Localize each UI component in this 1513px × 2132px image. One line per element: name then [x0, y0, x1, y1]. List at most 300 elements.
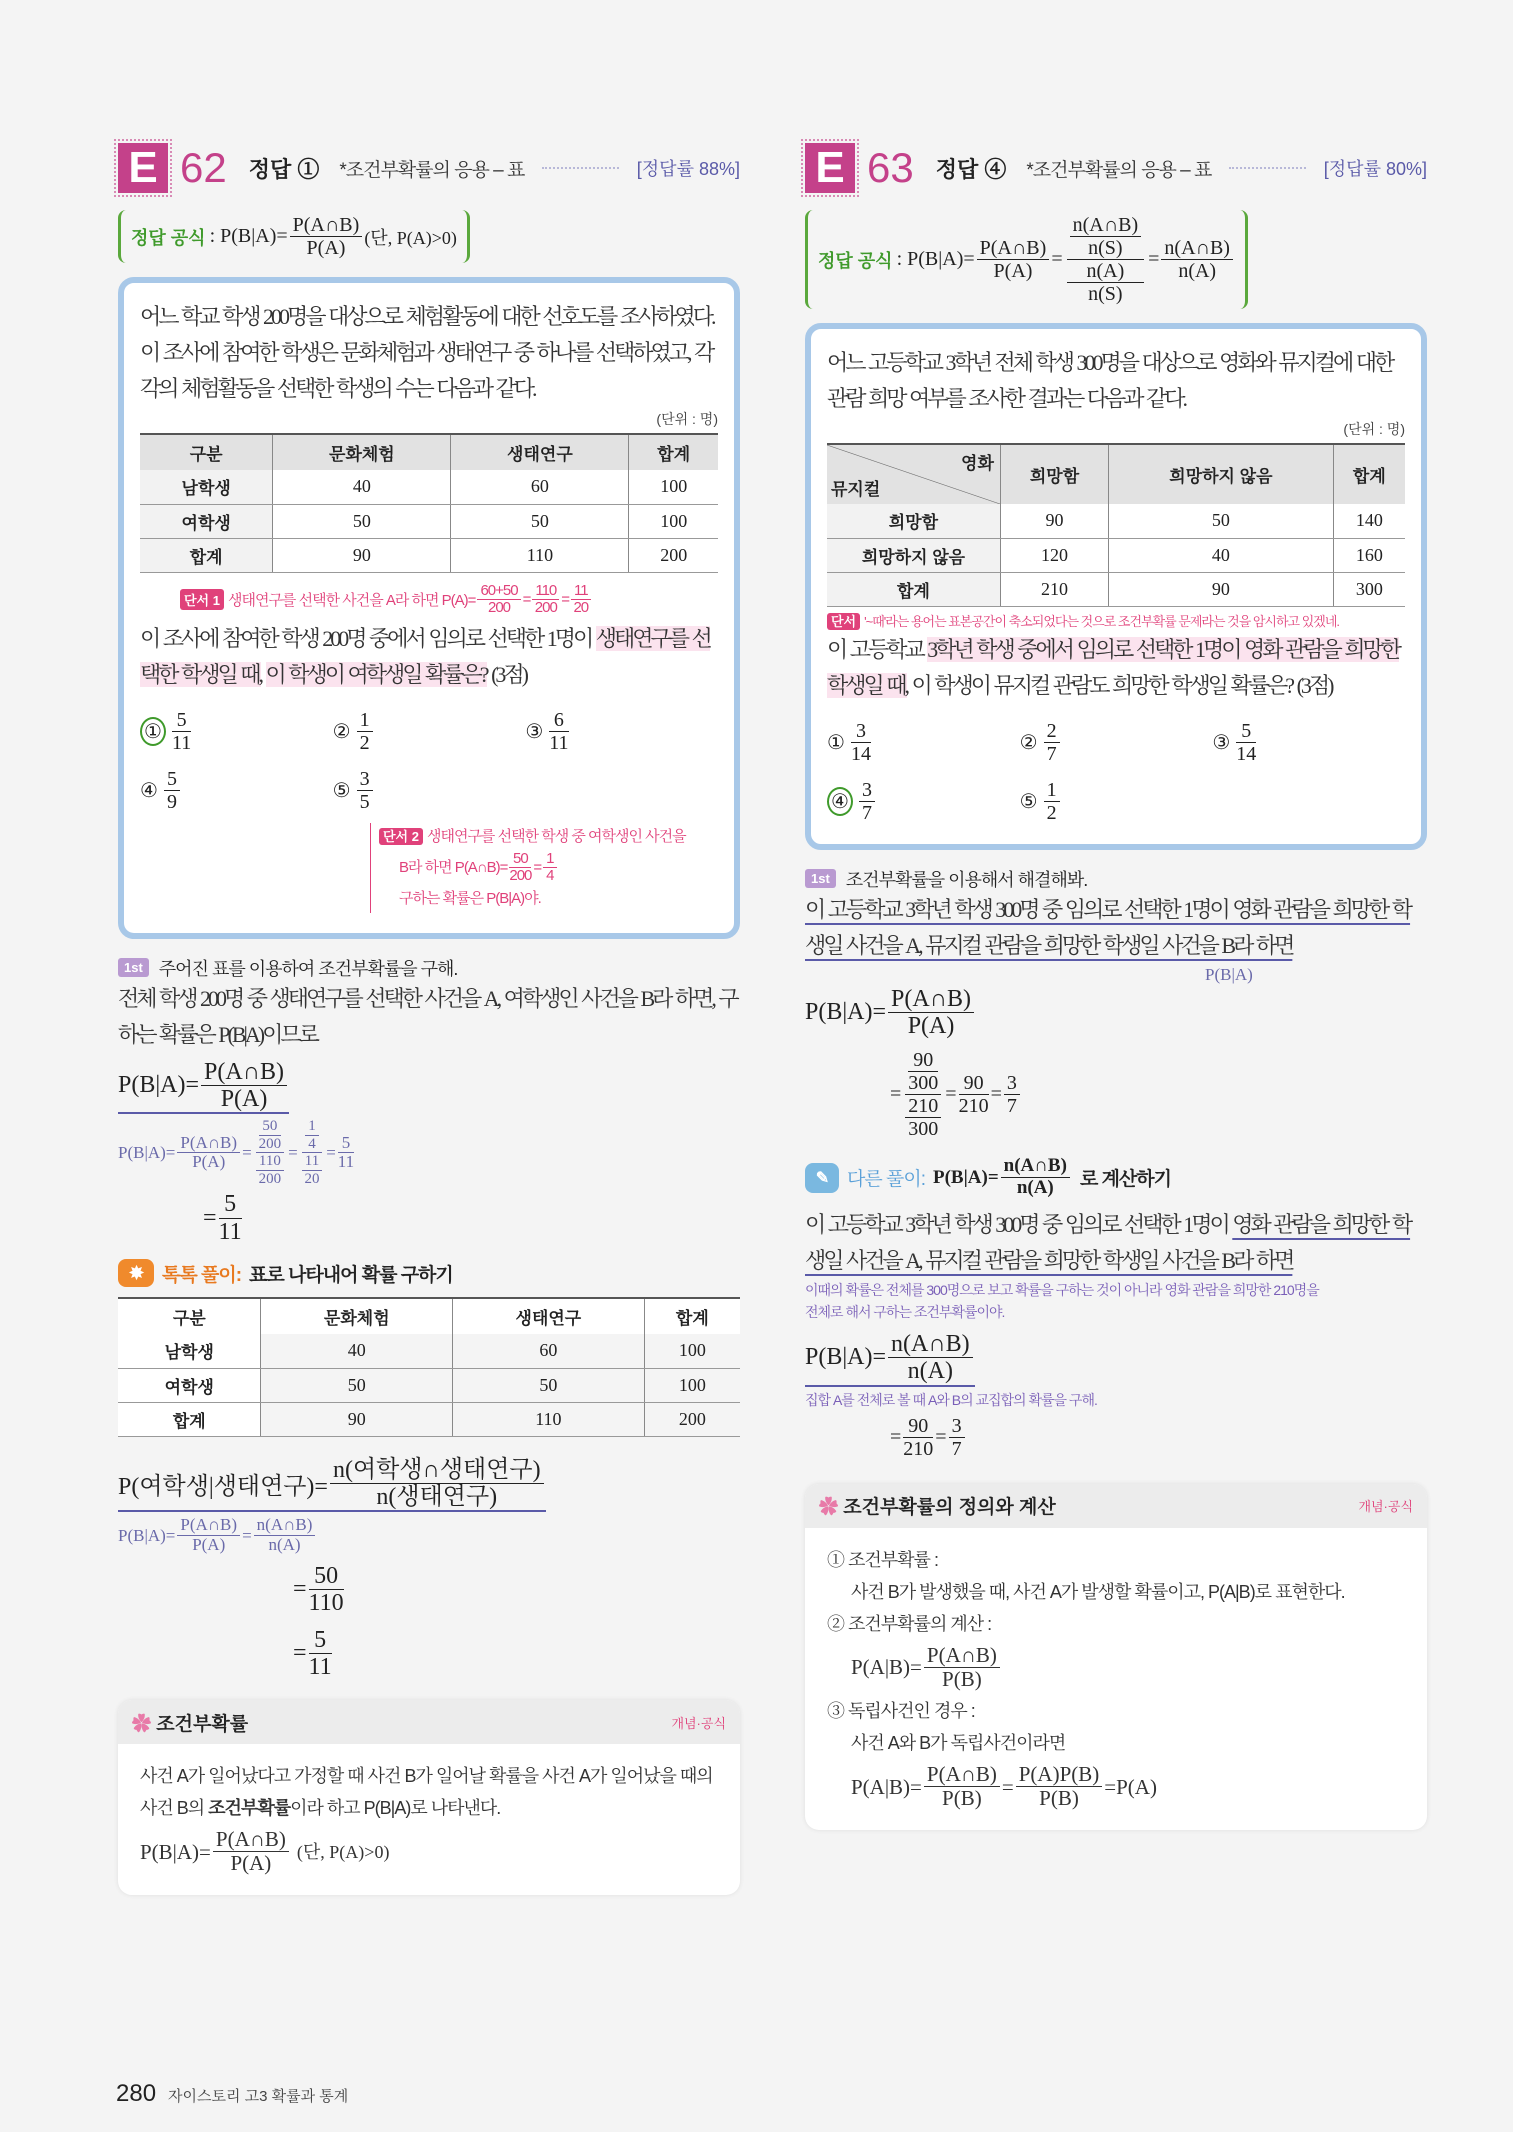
- choice-mark: ②: [332, 720, 351, 743]
- numerator: 6: [549, 709, 568, 732]
- toktok-note: P(B|A)= $\frac{P(A\cap B)}{P(A)}$ = $\frac{n(A\cap B)}{n(A)}$: [118, 1516, 740, 1554]
- table-cell: 50: [451, 504, 629, 538]
- denominator: 200: [487, 599, 511, 616]
- table-cell: 90: [273, 538, 451, 572]
- formula-lhs: P(B|A)=: [805, 1344, 887, 1371]
- solution-formula: [118, 1059, 289, 1115]
- numerator: n(A∩B): [1161, 237, 1233, 260]
- choice-mark: ⑤: [1019, 790, 1038, 813]
- table-header: 문화체험: [273, 434, 451, 470]
- denominator: 210: [903, 1437, 934, 1460]
- concept-text: 이라 하고 P(B|A)로 나타낸다.: [290, 1798, 501, 1819]
- toktok-step-1: = $\frac{50}{110}$: [293, 1562, 344, 1617]
- numerator: 5: [164, 768, 180, 791]
- choice-3[interactable]: [525, 709, 718, 754]
- denominator: 300: [908, 1118, 939, 1141]
- correct-rate: [정답률 88%]: [636, 159, 740, 179]
- table-cell: 50: [261, 1368, 453, 1402]
- concept-title: 조건부확률: [156, 1713, 249, 1735]
- concept-box: [805, 1484, 1427, 1830]
- table-header: 구분: [118, 1298, 261, 1334]
- hint-tag: 단서: [827, 613, 860, 630]
- numerator: P(A∩B): [290, 214, 363, 237]
- choice-mark: ①: [827, 731, 845, 754]
- formula-lhs: P(B|A)=: [118, 1525, 176, 1545]
- numerator: 2: [1044, 720, 1060, 743]
- denominator: P(A): [993, 260, 1033, 282]
- unit-badge: E: [805, 143, 855, 193]
- table-cell: 40: [273, 470, 451, 504]
- question-text: [140, 621, 718, 693]
- table-row: [118, 1368, 740, 1402]
- solution-result: [118, 1191, 740, 1245]
- table-cell: 합계: [140, 538, 273, 572]
- table-header: 합계: [644, 1298, 740, 1334]
- formula-lhs: P(B|A)=: [118, 1071, 200, 1098]
- toktok-label: 톡톡 풀이:: [162, 1264, 242, 1286]
- answer-formula: 정답 공식 : P(B|A)= $\frac{P(A\cap B)}{P(A)}$ = $\frac{\frac{n(A\cap B)}{n(S)}}{\frac{n(A)}{n(S)}}$ = $\frac{n(A\cap B)}{n(A)}$: [805, 210, 1248, 309]
- table-cell: 여학생: [140, 504, 273, 538]
- solution-step: [805, 866, 1427, 892]
- choice-mark: ③: [1212, 731, 1231, 754]
- table-cell: 90: [1000, 504, 1108, 538]
- formula-condition: (단, P(A)>0): [364, 227, 457, 248]
- alt-text-underlined: 영화 관람을 희망한 학생일 사건을 A, 뮤지컬 관람을 희망한 학생일 사건을 B라 하면: [805, 1212, 1411, 1274]
- alt-formula: [805, 1331, 975, 1387]
- concept-box: [118, 1700, 740, 1895]
- table-cell: 합계: [827, 572, 1000, 606]
- table-cell: 40: [261, 1334, 453, 1368]
- denominator: n(A): [1016, 1177, 1054, 1199]
- concept-text: 사건 A가 일어났다고 가정할 때 사건 B가 일어날 확률을 사건 A가 일어났을 때의 사건 B의: [140, 1766, 713, 1819]
- choice-2[interactable]: [1020, 720, 1213, 765]
- denominator: 200: [258, 1170, 282, 1187]
- choice-mark: ②: [1019, 731, 1038, 754]
- table-cell: 100: [629, 470, 718, 504]
- numerator: 5: [309, 1627, 332, 1654]
- denominator: P(B): [942, 1786, 982, 1811]
- formula-lhs: P(A|B)=: [851, 1655, 922, 1680]
- flower-icon: ✿: [132, 1713, 152, 1735]
- numerator: 1: [543, 851, 556, 869]
- denominator: n(A): [907, 1358, 953, 1385]
- table-cell: 100: [629, 504, 718, 538]
- numerator: P(A∩B): [924, 1763, 1000, 1787]
- question-highlight: 3학년 학생 중에서 임의로 선택한 1명이 영화 관람을 희망한 학생일 때,: [827, 636, 1400, 698]
- formula-lhs: : P(B|A)=: [209, 225, 288, 247]
- table-cell: 60: [451, 470, 629, 504]
- numerator: 110: [532, 583, 559, 601]
- table-cell: 120: [1000, 538, 1108, 572]
- table-cell: 300: [1333, 572, 1405, 606]
- formula-condition: (단, P(A)>0): [296, 1841, 390, 1862]
- page-footer: [116, 2080, 348, 2108]
- solution-text: 이 고등학교 3학년 학생 300명 중 임의로 선택한 1명이 영화 관람을 희망한 학생일 사건을 A, 뮤지컬 관람을 희망한 학생일 사건을 B라 하면: [805, 896, 1411, 958]
- leader-dots: [1229, 167, 1305, 169]
- numerator: P(A)P(B): [1016, 1763, 1103, 1787]
- denominator: P(A): [907, 1012, 955, 1039]
- denominator: P(A): [220, 1085, 268, 1112]
- denominator: P(A): [192, 1535, 226, 1555]
- hint-text: '~때'라는 용어는 표본공간이 축소되었다는 것으로 조건부확률 문제라는 것을 암시하고 있겠네.: [864, 613, 1340, 629]
- numerator: n(A∩B): [1070, 214, 1142, 237]
- problem-box: [118, 277, 740, 939]
- numerator: 1: [305, 1118, 319, 1136]
- solution-calculation: = $\frac{\frac{90}{300}}{\frac{210}{300}}$ = $\frac{90}{210}$ = $\frac{3}{7}$: [805, 1049, 1427, 1140]
- question-plain: 이 조사에 참여한 학생 200명 중에서 임의로 선택한 1명이: [140, 625, 596, 651]
- unit-badge: E: [118, 143, 168, 193]
- question-text: [827, 632, 1405, 704]
- table-cell: 160: [1333, 538, 1405, 572]
- numerator: 11: [302, 1153, 322, 1171]
- sparkle-icon: ✸: [118, 1259, 154, 1287]
- data-table: [140, 433, 718, 573]
- formula-lhs: P(B|A)=: [118, 1142, 176, 1162]
- problem-text: 어느 고등학교 3학년 전체 학생 300명을 대상으로 영화와 뮤지컬에 대한 관람 희망 여부를 조사한 결과는 다음과 같다.: [827, 350, 1393, 411]
- table-header: 생태연구: [453, 1298, 645, 1334]
- denominator: 11: [337, 1152, 355, 1172]
- answer-choices: [827, 720, 1405, 824]
- numerator: 90: [959, 1072, 989, 1095]
- table-cell: 남학생: [140, 470, 273, 504]
- formula-lhs: P(A|B)=: [851, 1774, 922, 1799]
- denominator: 2: [1046, 801, 1057, 824]
- table-cell: 여학생: [118, 1368, 261, 1402]
- question-62: [118, 140, 740, 1895]
- numerator: 90: [903, 1415, 933, 1438]
- question-63: [805, 140, 1427, 1830]
- numerator: P(A∩B): [977, 237, 1050, 260]
- question-plain: 이 학생이 뮤지컬 관람도 희망한 학생일 확률은? (3점): [907, 672, 1332, 698]
- numerator: 210: [905, 1095, 941, 1118]
- formula-label: 정답 공식: [818, 250, 893, 271]
- numerator: n(A∩B): [888, 1331, 973, 1358]
- denominator: 7: [1046, 742, 1057, 765]
- table-header: 합계: [1333, 444, 1405, 504]
- denominator: 4: [308, 1135, 316, 1152]
- table-cell: 합계: [118, 1402, 261, 1436]
- table-cell: 90: [1109, 572, 1334, 606]
- numerator: 3: [851, 720, 871, 743]
- question-header: [805, 140, 1427, 196]
- denominator: 9: [166, 790, 177, 813]
- numerator: P(A∩B): [888, 986, 974, 1013]
- numerator: n(A): [1067, 260, 1145, 283]
- numerator: n(A∩B): [254, 1516, 316, 1536]
- solution-step: [118, 955, 740, 981]
- solution-note: P(B|A): [1205, 964, 1253, 984]
- table-header: 문화체험: [261, 1298, 453, 1334]
- choice-2[interactable]: [333, 709, 526, 754]
- table-cell: 140: [1333, 504, 1405, 538]
- concept-item-title: ② 조건부확률의 계산 :: [827, 1613, 992, 1634]
- denominator: 11: [218, 1218, 242, 1245]
- table-cell: 50: [1109, 504, 1334, 538]
- table-header-row: [827, 444, 1405, 504]
- table-cell: 200: [644, 1402, 740, 1436]
- table-cell: 50: [273, 504, 451, 538]
- choice-1[interactable]: [827, 720, 1020, 765]
- question-number: 63: [867, 144, 914, 191]
- denominator: 210: [958, 1095, 989, 1118]
- table-header: 생태연구: [451, 434, 629, 470]
- hint-tag: 단서 2: [379, 828, 423, 845]
- numerator: P(A∩B): [924, 1644, 1000, 1668]
- hint-text: 생태연구를 선택한 사건을 A라 하면 P(A)=: [227, 592, 476, 609]
- question-header: [118, 140, 740, 196]
- corner-header: [827, 444, 1000, 504]
- denominator: 300: [908, 1072, 939, 1095]
- fraction: [290, 214, 363, 259]
- concept-kind: 개념·공식: [1358, 1499, 1413, 1515]
- numerator: 3: [1004, 1072, 1020, 1095]
- formula-label: 정답 공식: [131, 227, 206, 248]
- concept-item-title: ③ 독립사건인 경우 :: [827, 1701, 975, 1722]
- table-cell: 200: [629, 538, 718, 572]
- numerator: 3: [949, 1415, 965, 1438]
- table-header: 희망함: [1000, 444, 1108, 504]
- formula-lhs: P(B|A)=: [805, 998, 887, 1025]
- choice-5[interactable]: [333, 768, 526, 813]
- numerator: 5: [219, 1191, 242, 1218]
- numerator: P(A∩B): [213, 1828, 289, 1852]
- question-highlight: 이 학생이 여학생일 확률은?: [265, 661, 487, 687]
- answer-formula: [118, 210, 470, 263]
- table-row: [827, 504, 1405, 538]
- denominator: 7: [951, 1437, 962, 1460]
- numerator: 50: [259, 1118, 282, 1136]
- concept-formula: [140, 1828, 718, 1875]
- hint-1: 단서 1 생태연구를 선택한 사건을 A라 하면 P(A)= $\frac{60+50}{200}$ = $\frac{110}{200}$ = $\frac{11}{20}$: [180, 583, 718, 617]
- concept-item-text: 사건 A와 B가 독립사건이라면: [851, 1733, 1066, 1754]
- denominator: P(A): [230, 1851, 272, 1876]
- toktok-step-2: = $\frac{5}{11}$: [293, 1626, 332, 1680]
- denominator: n(S): [1088, 237, 1123, 259]
- alt-solution-icon: ✎: [805, 1163, 839, 1193]
- problem-text: 어느 학교 학생 200명을 대상으로 체험활동에 대한 선호도를 조사하였다. 이 조사에 참여한 학생은 문화체험과 생태연구 중 하나를 선택하였고, 각각의 체험활동을 선택한 학생의 수는 다음과 같다.: [140, 304, 714, 401]
- alt-text-plain: 이 고등학교 3학년 학생 300명 중 임의로 선택한 1명이: [805, 1212, 1233, 1238]
- formula-lhs: P(여학생|생태연구)=: [118, 1473, 328, 1500]
- denominator: 11: [308, 1653, 332, 1680]
- solution-calculation-note: P(B|A)= $\frac{P(A\cap B)}{P(A)}$ = $\frac{\frac{50}{200}}{\frac{110}{200}}$ = $\frac{\frac{1}{4}}{\frac{11}{20}}$ = $\frac{5}{11}$: [118, 1118, 355, 1187]
- table-cell: 희망하지 않음: [827, 538, 1000, 572]
- denominator: 5: [359, 790, 370, 813]
- concept-header: [118, 1700, 740, 1744]
- choice-4[interactable]: [827, 779, 1020, 824]
- denominator: P(A): [192, 1152, 226, 1172]
- table-cell: 110: [451, 538, 629, 572]
- step-tag: 1st: [118, 958, 149, 977]
- correct-rate: [정답률 80%]: [1323, 159, 1427, 179]
- denominator: n(A): [1178, 260, 1217, 282]
- denominator: 20: [573, 599, 589, 616]
- formula-lhs: P(B|A)=: [932, 1166, 999, 1188]
- concept-body: [118, 1744, 740, 1895]
- step-text: 조건부확률을 이용해서 해결해봐.: [845, 869, 1088, 890]
- numerator: 1: [357, 709, 373, 732]
- question-number: 62: [180, 144, 227, 191]
- hint-text: B라 하면 P(A∩B)=: [399, 858, 508, 876]
- alt-note: 집합 A를 전체로 볼 때 A와 B의 교집합의 확률을 구해.: [805, 1391, 1097, 1408]
- denominator: 200: [534, 599, 557, 616]
- denominator: n(A): [268, 1535, 301, 1555]
- topic-label: *조건부확률의 응용 – 표: [339, 159, 525, 181]
- answer-choices: [140, 709, 718, 813]
- denominator: 4: [546, 867, 554, 884]
- flower-icon: ✿: [819, 1497, 839, 1519]
- table-row: [140, 470, 718, 504]
- formula-lhs: : P(B|A)=: [896, 248, 975, 270]
- choice-5[interactable]: [1020, 779, 1213, 824]
- denominator: n(생태연구): [376, 1483, 498, 1510]
- hint: [827, 611, 1405, 632]
- answer-label: 정답 ①: [248, 156, 320, 182]
- concept-item-title: ① 조건부확률 :: [827, 1549, 938, 1570]
- choice-mark: ⑤: [332, 779, 351, 802]
- page-number: 280: [116, 2080, 157, 2107]
- unit-label: (단위 : 명): [1343, 421, 1405, 437]
- numerator: 90: [908, 1049, 938, 1072]
- denominator: 110: [308, 1590, 344, 1617]
- question-highlight: 생태연구를 선택한 학생일 때,: [140, 625, 710, 687]
- problem-box: [805, 323, 1427, 850]
- table-header: 합계: [629, 434, 718, 470]
- points: (3점): [486, 661, 526, 687]
- table-cell: 110: [453, 1402, 645, 1436]
- row-axis-label: 뮤지컬: [831, 480, 881, 499]
- numerator: 3: [357, 768, 373, 791]
- topic-label: *조건부확률의 응용 – 표: [1026, 159, 1212, 181]
- table-header-row: [140, 434, 718, 470]
- book-title: 자이스토리 고3 확률과 통계: [168, 2088, 349, 2105]
- choice-mark: ④: [827, 787, 853, 816]
- numerator: 5: [172, 709, 191, 732]
- choice-mark: ①: [140, 717, 166, 746]
- leader-dots: [542, 167, 618, 169]
- toktok-formula: [118, 1457, 546, 1513]
- denominator: 11: [171, 731, 192, 754]
- table-cell: 100: [644, 1368, 740, 1402]
- denominator: 14: [850, 742, 871, 765]
- numerator: 50: [309, 1563, 344, 1590]
- numerator: 5: [1236, 720, 1256, 743]
- alt-result: = $\frac{90}{210}$ = $\frac{3}{7}$: [805, 1415, 1427, 1460]
- numerator: 5: [338, 1134, 354, 1154]
- table-cell: 희망함: [827, 504, 1000, 538]
- denominator: 2: [359, 731, 370, 754]
- choice-1[interactable]: [140, 709, 333, 754]
- denominator: P(B): [942, 1666, 982, 1691]
- toktok-title: 표로 나타내어 확률 구하기: [249, 1264, 453, 1286]
- step-tag: 1st: [805, 869, 836, 888]
- numerator: n(A∩B): [1001, 1156, 1070, 1178]
- numerator: P(A∩B): [177, 1134, 240, 1154]
- unit-label: (단위 : 명): [656, 411, 718, 427]
- hint-text: 구하는 확률은 P(B|A)야.: [399, 889, 541, 907]
- equals: =: [203, 1204, 217, 1231]
- denominator: 7: [1006, 1095, 1017, 1118]
- concept-formula: P(A|B)= $\frac{P(A\cap B)}{P(B)}$ = $\frac{P(A)P(B)}{P(B)}$ =P(A): [851, 1762, 1157, 1811]
- numerator: 60+50: [477, 583, 520, 601]
- concept-formula: [827, 1644, 1405, 1691]
- question-plain: 이 고등학교: [827, 636, 928, 662]
- step-text: 주어진 표를 이용하여 조건부확률을 구해.: [158, 958, 458, 979]
- toktok-heading: [118, 1259, 740, 1287]
- choice-4[interactable]: [140, 768, 333, 813]
- choice-mark: ③: [525, 720, 544, 743]
- table-cell: 210: [1000, 572, 1108, 606]
- table-cell: 60: [453, 1334, 645, 1368]
- table-cell: 50: [453, 1368, 645, 1402]
- denominator: 7: [861, 801, 872, 824]
- alt-solution-heading: [805, 1156, 1427, 1199]
- alt-title: 로 계산하기: [1079, 1169, 1171, 1191]
- alt-label: 다른 풀이:: [847, 1169, 925, 1191]
- numerator: 50: [509, 851, 531, 869]
- concept-kind: 개념·공식: [671, 1715, 726, 1731]
- denominator: 200: [258, 1135, 282, 1152]
- alt-note: 이때의 확률은 전체를 300명으로 보고 확률을 구하는 것이 아니라 영화 관람을 희망한 210명을 전체로 해서 구하는 조건부확률이야.: [805, 1282, 1319, 1321]
- table-cell: 100: [644, 1334, 740, 1368]
- table-row: [827, 572, 1405, 606]
- hint-text: 생태연구를 선택한 학생 중 여학생인 사건을: [426, 827, 686, 845]
- numerator: 11: [571, 583, 591, 601]
- hint-2: 단서 2 생태연구를 선택한 학생 중 여학생인 사건을 B라 하면 P(A∩B)= $\frac{50}{200}$ = $\frac{1}{4}$ 구하는 확률은 P(B|A)야.: [370, 823, 718, 913]
- concept-header: [805, 1484, 1427, 1528]
- formula-result: =P(A): [1104, 1774, 1157, 1799]
- data-table: [827, 443, 1405, 607]
- numerator: 1: [1044, 779, 1060, 802]
- concept-keyword: 조건부확률: [208, 1798, 291, 1819]
- formula-lhs: P(B|A)=: [140, 1839, 211, 1864]
- choice-3[interactable]: [1212, 720, 1405, 765]
- denominator: P(A): [306, 237, 346, 259]
- numerator: 110: [256, 1153, 285, 1171]
- numerator: n(여학생∩생태연구): [330, 1457, 544, 1484]
- table-header: 구분: [140, 434, 273, 470]
- hint-tag: 단서 1: [180, 589, 224, 610]
- denominator: 20: [304, 1170, 320, 1187]
- table-row: [118, 1402, 740, 1436]
- denominator: 14: [1236, 742, 1257, 765]
- denominator: 200: [509, 867, 532, 884]
- choice-mark: ④: [140, 779, 158, 802]
- denominator: P(B): [1039, 1786, 1079, 1811]
- numerator: 3: [859, 779, 875, 802]
- table-row: [827, 538, 1405, 572]
- table-row: [140, 504, 718, 538]
- column-axis-label: 영화: [961, 454, 994, 473]
- table-cell: 90: [261, 1402, 453, 1436]
- answer-label: 정답 ④: [935, 156, 1007, 182]
- denominator: 11: [549, 731, 569, 754]
- table-header-row: [118, 1298, 740, 1334]
- denominator: n(S): [1088, 283, 1123, 305]
- solution-formula: [805, 986, 1427, 1040]
- numerator: P(A∩B): [201, 1059, 287, 1086]
- concept-title: 조건부확률의 정의와 계산: [843, 1497, 1056, 1519]
- table-row: [140, 538, 718, 572]
- concept-item-text: 사건 B가 발생했을 때, 사건 A가 발생할 확률이고, P(A|B)로 표현한다.: [851, 1581, 1345, 1602]
- table-cell: 남학생: [118, 1334, 261, 1368]
- concept-body: [805, 1528, 1427, 1830]
- table-row: [118, 1334, 740, 1368]
- numerator: P(A∩B): [177, 1516, 240, 1536]
- table-header: 희망하지 않음: [1109, 444, 1334, 504]
- toktok-table: [118, 1297, 740, 1437]
- table-cell: 40: [1109, 538, 1334, 572]
- alt-text: [805, 1207, 1427, 1279]
